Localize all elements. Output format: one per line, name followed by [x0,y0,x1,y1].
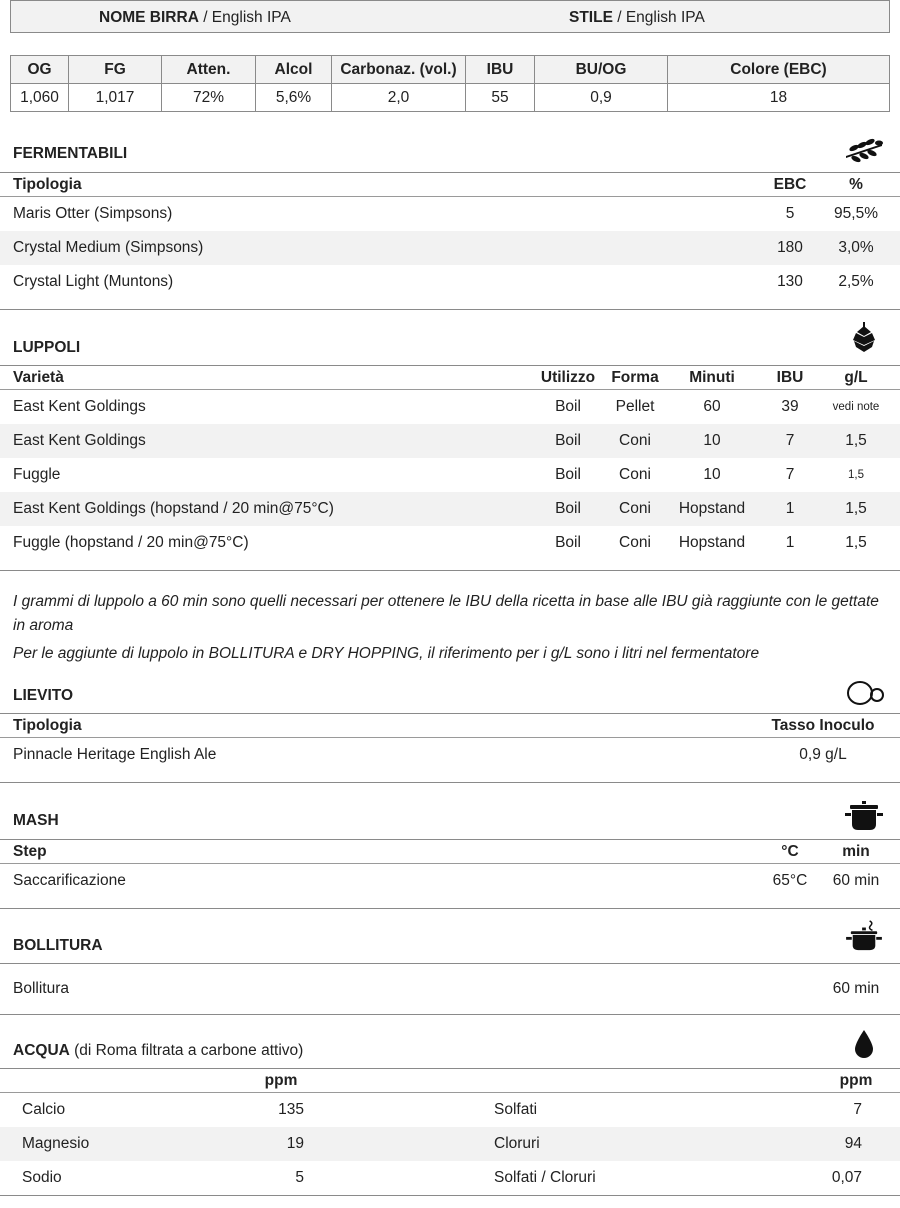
lievito-title: LIEVITO [13,687,74,704]
table-row [0,492,900,526]
ion-name: Magnesio [22,1135,90,1152]
stats-header: IBU [466,56,535,84]
hop-ibu: 7 [785,466,795,483]
hop-ibu: 7 [785,432,795,449]
hop-variety: East Kent Goldings [13,398,146,415]
fermentable-ebc: 180 [777,239,803,256]
column-header: Utilizzo [540,368,596,386]
steaming-pot-icon [844,920,884,952]
table-row [0,1093,900,1127]
column-header: min [842,842,870,860]
table-row [0,1127,900,1161]
table-row [0,197,900,231]
hop-variety: East Kent Goldings (hopstand / 20 min@75°C) [13,500,334,517]
fermentable-name: Crystal Medium (Simpsons) [13,239,204,256]
hop-variety: Fuggle (hopstand / 20 min@75°C) [13,534,249,551]
column-header: g/L [844,368,868,386]
mash-title: MASH [13,812,59,829]
hop-use: Boil [555,432,581,449]
column-header: EBC [773,175,807,193]
table-header-row [0,173,900,197]
hop-grams-per-liter: 1,5 [845,500,867,517]
acqua-title: ACQUA (di Roma filtrata a carbone attivo) [13,1042,304,1059]
pot-icon [844,800,884,832]
hop-use: Boil [555,500,581,517]
hop-variety: East Kent Goldings [13,432,146,449]
fermentable-percent: 95,5% [834,205,878,222]
hop-use: Boil [555,534,581,551]
stats-header: Colore (EBC) [668,56,890,84]
ion-ppm: 135 [278,1101,304,1118]
luppoli-table [0,365,900,571]
column-header: Varietà [13,368,64,386]
table-row [0,864,900,898]
stats-value: 5,6% [256,84,332,112]
column-header: ppm [839,1071,873,1089]
mash-step: Saccarificazione [13,872,126,889]
stats-value: 1,060 [11,84,69,112]
ion-ppm: 0,07 [831,1169,862,1186]
ion-ppm: 94 [844,1135,862,1152]
table-header-row [0,840,900,864]
bollitura-title: BOLLITURA [13,937,103,954]
stats-value: 55 [466,84,535,112]
stats-value: 2,0 [332,84,466,112]
bollitura-table [0,963,900,1015]
table-row [0,738,900,772]
hop-form: Coni [619,500,651,517]
hop-minutes: 10 [703,466,721,483]
stats-value: 0,9 [535,84,668,112]
ion-name: Sodio [22,1169,62,1186]
table-row [0,265,900,299]
column-header: ppm [264,1071,298,1089]
fermentable-name: Maris Otter (Simpsons) [13,205,173,222]
stats-value: 1,017 [69,84,162,112]
hop-use: Boil [555,466,581,483]
wheat-icon [844,134,884,166]
stats-value: 18 [668,84,890,112]
stats-header: Carbonaz. (vol.) [332,56,466,84]
stats-value: 72% [162,84,256,112]
column-header: Forma [611,368,659,386]
hop-icon [844,322,884,354]
table-row [0,526,900,560]
column-header: Tasso Inoculo [771,716,875,734]
beer-style: STILE / English IPA [569,9,705,26]
stats-table [10,55,890,112]
beer-name: NOME BIRRA / English IPA [99,9,291,26]
acqua-table [0,1068,900,1196]
table-header-row [0,1069,900,1093]
water-drop-icon [844,1028,884,1060]
column-header: Step [13,842,47,860]
hop-minutes: Hopstand [678,500,746,517]
hop-ibu: 39 [781,398,799,415]
table-row [0,424,900,458]
ion-name: Solfati [494,1101,538,1118]
hop-ibu: 1 [785,534,795,551]
hop-notes [13,590,893,666]
hop-minutes: Hopstand [678,534,746,551]
table-row [0,458,900,492]
stats-header: Alcol [256,56,332,84]
hop-grams-per-liter: vedi note [832,401,880,413]
table-row [0,231,900,265]
stats-header: FG [69,56,162,84]
note-line: I grammi di luppolo a 60 min sono quelli necessari per ottenere le IBU della ricetta in base alle IBU già raggiunte con le gettate in aroma [13,593,879,634]
luppoli-title: LUPPOLI [13,339,81,356]
yeast-name: Pinnacle Heritage English Ale [13,746,217,763]
hop-form: Coni [619,432,651,449]
note-line: Per le aggiunte di luppolo in BOLLITURA e DRY HOPPING, il riferimento per i g/L sono i litri nel fermentatore [13,645,760,662]
table-row [0,390,900,424]
table-header-row [0,714,900,738]
stats-header: Atten. [162,56,256,84]
table-row [0,1161,900,1195]
fermentable-percent: 3,0% [838,239,874,256]
column-header: °C [781,842,799,860]
fermentabili-table [0,172,900,310]
column-header: % [849,175,863,193]
boil-duration: 60 min [832,980,880,997]
fermentable-ebc: 5 [785,205,795,222]
table-row [0,972,900,1006]
stats-value-row [11,84,890,112]
column-header: Minuti [689,368,735,386]
mash-table [0,839,900,909]
stats-header-row [11,56,890,84]
hop-variety: Fuggle [13,466,61,483]
hop-minutes: 10 [703,432,721,449]
fermentabili-title: FERMENTABILI [13,145,128,162]
fermentable-ebc: 130 [777,273,803,290]
hop-grams-per-liter: 1,5 [845,432,867,449]
mash-temperature: 65°C [772,872,808,889]
ion-ppm: 19 [286,1135,304,1152]
hop-grams-per-liter: 1,5 [845,534,867,551]
hop-ibu: 1 [785,500,795,517]
mash-duration: 60 min [832,872,880,889]
hop-minutes: 60 [703,398,721,415]
hop-form: Coni [619,466,651,483]
yeast-icon [844,677,884,709]
ion-name: Cloruri [494,1135,540,1152]
ion-ppm: 5 [295,1169,304,1186]
ion-ppm: 7 [853,1101,862,1118]
fermentable-percent: 2,5% [838,273,874,290]
hop-form: Pellet [615,398,655,415]
ion-name: Solfati / Cloruri [494,1169,596,1186]
ion-name: Calcio [22,1101,66,1118]
column-header: Tipologia [13,175,82,193]
hop-use: Boil [555,398,581,415]
stats-header: BU/OG [535,56,668,84]
table-header-row [0,366,900,390]
boil-step: Bollitura [13,980,69,997]
yeast-pitch-rate: 0,9 g/L [799,746,847,763]
lievito-table [0,713,900,783]
column-header: Tipologia [13,716,82,734]
stats-header: OG [11,56,69,84]
recipe-header [10,0,890,33]
hop-grams-per-liter: 1,5 [848,469,864,481]
hop-form: Coni [619,534,651,551]
column-header: IBU [776,368,804,386]
fermentable-name: Crystal Light (Muntons) [13,273,174,290]
